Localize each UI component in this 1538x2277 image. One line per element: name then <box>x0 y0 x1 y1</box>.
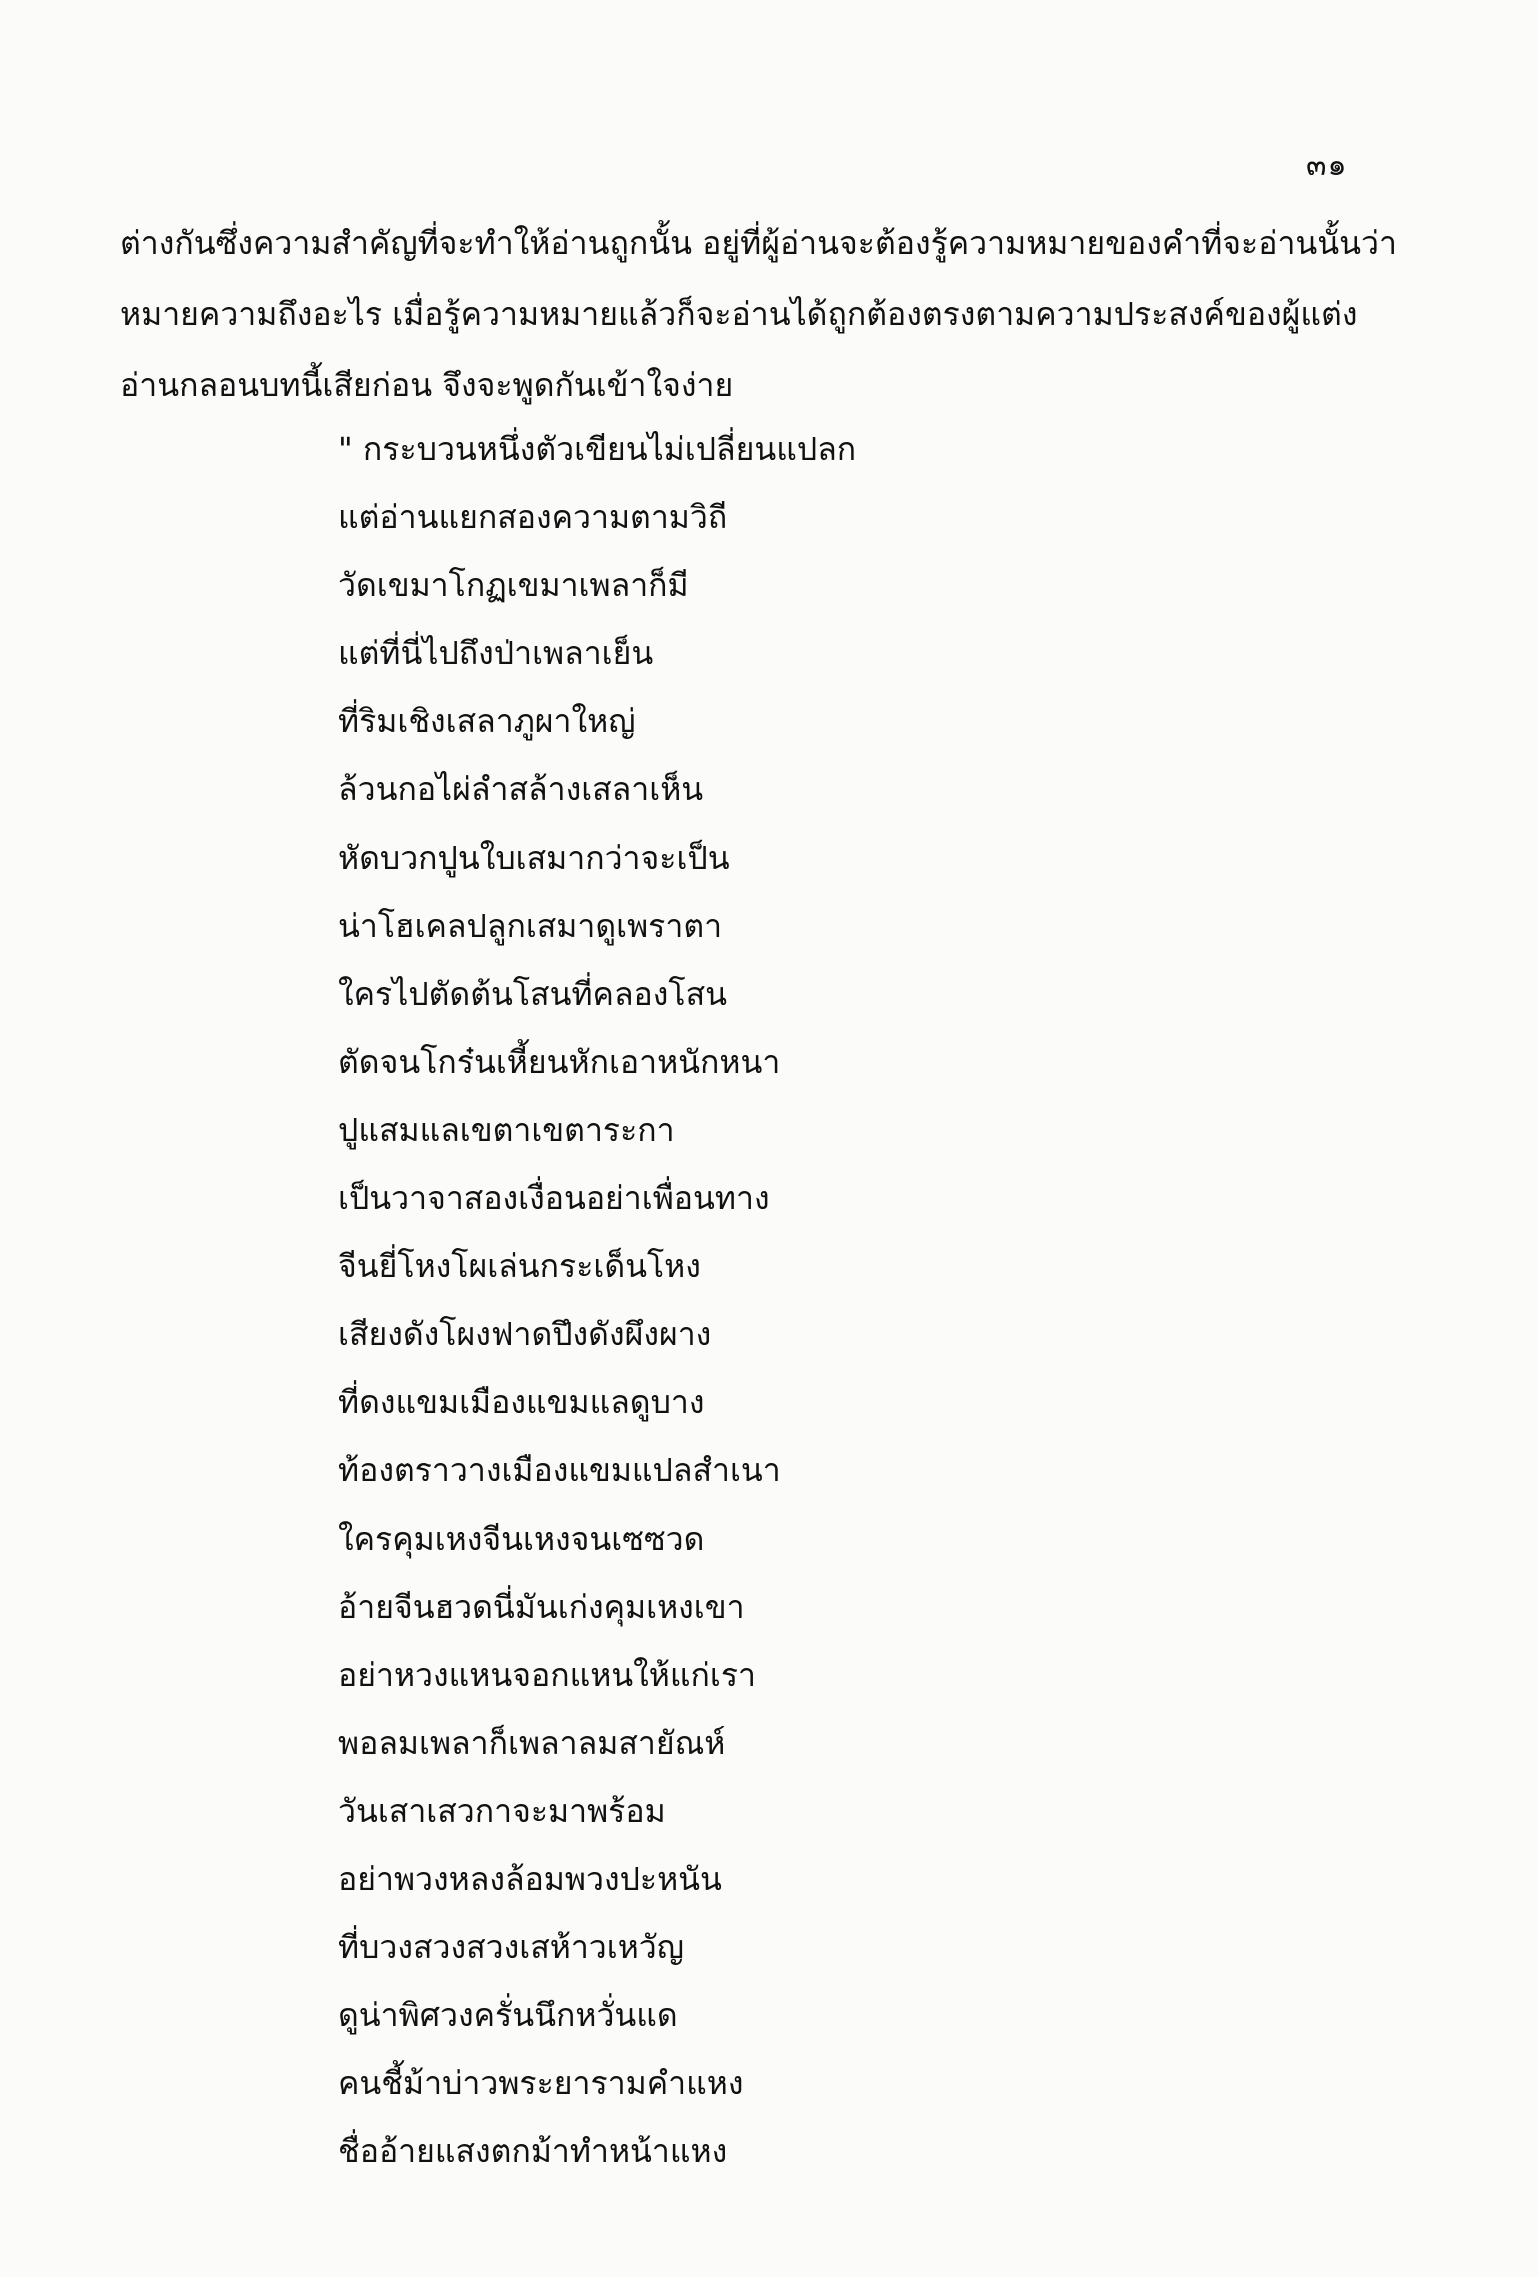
poem-line: เสียงดังโผงฟาดปึงดังผึงผาง <box>338 1315 712 1354</box>
poem-line: ชื่ออ้ายแสงตกม้าทำหน้าแหง <box>338 2132 728 2171</box>
poem-line: ที่ดงแขมเมืองแขมแลดูบาง <box>338 1383 705 1422</box>
prose-line: ต่างกันซึ่งความสำคัญที่จะทำให้อ่านถูกนั้น อยู่ที่ผู้อ่านจะต้องรู้ความหมายของคำที่จะอ่านนั้นว่า <box>120 224 1397 262</box>
poem-line: ที่บวงสวงสวงเสห้าวเหวัญ <box>338 1928 685 1967</box>
poem-line: " กระบวนหนึ่งตัวเขียนไม่เปลี่ยนแปลก <box>338 430 857 468</box>
poem-line: อ้ายจีนฮวดนี่มันเก่งคุมเหงเขา <box>338 1587 745 1626</box>
poem-line: ล้วนกอไผ่ลำสล้างเสลาเห็น <box>338 770 704 809</box>
poem-line: แต่ที่นี่ไปถึงป่าเพลาเย็น <box>338 634 654 673</box>
poem-line: ใครไปตัดต้นโสนที่คลองโสน <box>338 974 727 1013</box>
poem-line: จีนยี่โหงโผเล่นกระเด็นโหง <box>338 1247 701 1286</box>
poem-line: พอลมเพลาก็เพลาลมสายัณห์ <box>338 1723 726 1762</box>
poem-line: ที่ริมเชิงเสลาภูผาใหญ่ <box>338 702 636 741</box>
poem-line: วันเสาเสวกาจะมาพร้อม <box>338 1791 666 1830</box>
poem-line: วัดเขมาโกฏเขมาเพลาก็มี <box>338 566 689 605</box>
page-number: ๓๑ <box>1306 148 1348 183</box>
poem-line: หัดบวกปูนใบเสมากว่าจะเป็น <box>338 838 730 877</box>
poem-block <box>338 415 856 2185</box>
poem-line: เป็นวาจาสองเงื่อนอย่าเพื่อนทาง <box>338 1179 770 1218</box>
poem-line: ใครคุมเหงจีนเหงจนเซซวด <box>338 1519 705 1558</box>
poem-line: ตัดจนโกร๋นเหี้ยนหักเอาหนักหนา <box>338 1042 781 1081</box>
poem-line: ดูน่าพิศวงครั่นนึกหวั่นแด <box>338 1996 678 2035</box>
poem-line: คนชี้ม้าบ่าวพระยารามคำแหง <box>338 2064 744 2103</box>
prose-line: อ่านกลอนบทนี้เสียก่อน จึงจะพูดกันเข้าใจง่าย <box>120 366 734 404</box>
poem-line: อย่าพวงหลงล้อมพวงปะหนัน <box>338 1859 722 1898</box>
poem-line: ท้องตราวางเมืองแขมแปลสำเนา <box>338 1451 781 1490</box>
poem-line: อย่าหวงแหนจอกแหนให้แก่เรา <box>338 1655 756 1694</box>
prose-paragraph <box>120 208 1397 421</box>
poem-line: ปูแสมแลเขตาเขตาระกา <box>338 1110 675 1149</box>
prose-line: หมายความถึงอะไร เมื่อรู้ความหมายแล้วก็จะอ่านได้ถูกต้องตรงตามความประสงค์ของผู้แต่ง <box>120 295 1358 333</box>
poem-line: แต่อ่านแยกสองความตามวิถี <box>338 498 728 537</box>
poem-line: น่าโฮเคลปลูกเสมาดูเพราตา <box>338 906 723 945</box>
